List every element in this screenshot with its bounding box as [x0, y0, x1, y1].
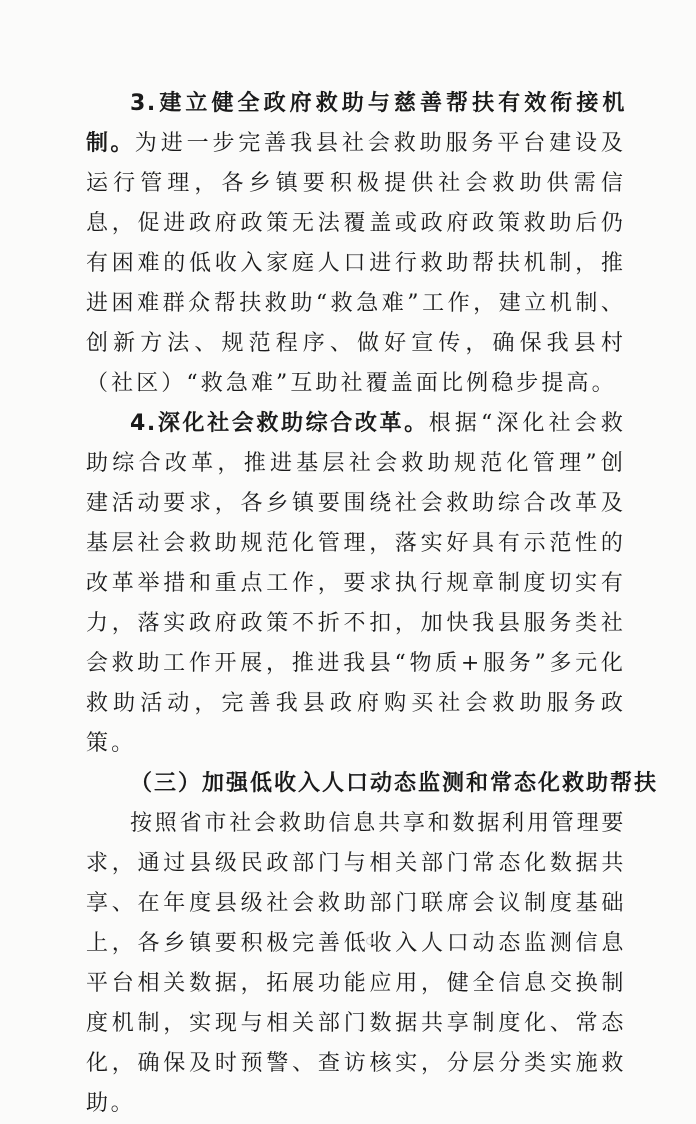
- paragraph-4-text: 根据“深化社会救助综合改革，推进基层社会救助规范化管理”创建活动要求，各乡镇要围绕社会救助综合改革及基层社会救助规范化管理，落实好具有示范性的改革举措和重点工作，要求执行规章制度切实有力，落实政府政策不折不扣，加快我县服务类社会救助工作开展，推进我县“物质+服务”多元化救助活动，完善我县政府购买社会救助服务政策。: [86, 411, 626, 756]
- paragraph-4-heading: 4.深化社会救助综合改革。: [130, 411, 429, 436]
- section-3-title: （三）加强低收入人口动态监测和常态化救助帮扶: [130, 771, 659, 796]
- section-3-paragraph: 按照省市社会救助信息共享和数据利用管理要求，通过县级民政部门与相关部门常态化数据共享、在年度县级社会救助部门联席会议制度基础上，各乡镇要积极完善低收入人口动态监测信息平台相关数据，拓展功能应用，健全信息交换制度机制，实现与相关部门数据共享制度化、常态化，确保及时预警、查访核实，分层分类实施救助。: [86, 811, 626, 1116]
- paragraph-3: [86, 84, 626, 404]
- paragraph-3-heading: 3.建立健全政府救助与慈善帮扶有效衔接机制。: [86, 91, 626, 156]
- paragraph-4: [86, 404, 626, 764]
- document-body: [86, 84, 659, 1124]
- page-marker-icon: [366, 937, 374, 945]
- paragraph-3-text: 为进一步完善我县社会救助服务平台建设及运行管理，各乡镇要积极提供社会救助供需信息，促进政府政策无法覆盖或政府政策救助后仍有困难的低收入家庭人口进行救助帮扶机制，推进困难群众帮扶救助“救急难”工作，建立机制、创新方法、规范程序、做好宣传，确保我县村（社区）“救急难”互助社覆盖面比例稳步提高。: [86, 131, 626, 396]
